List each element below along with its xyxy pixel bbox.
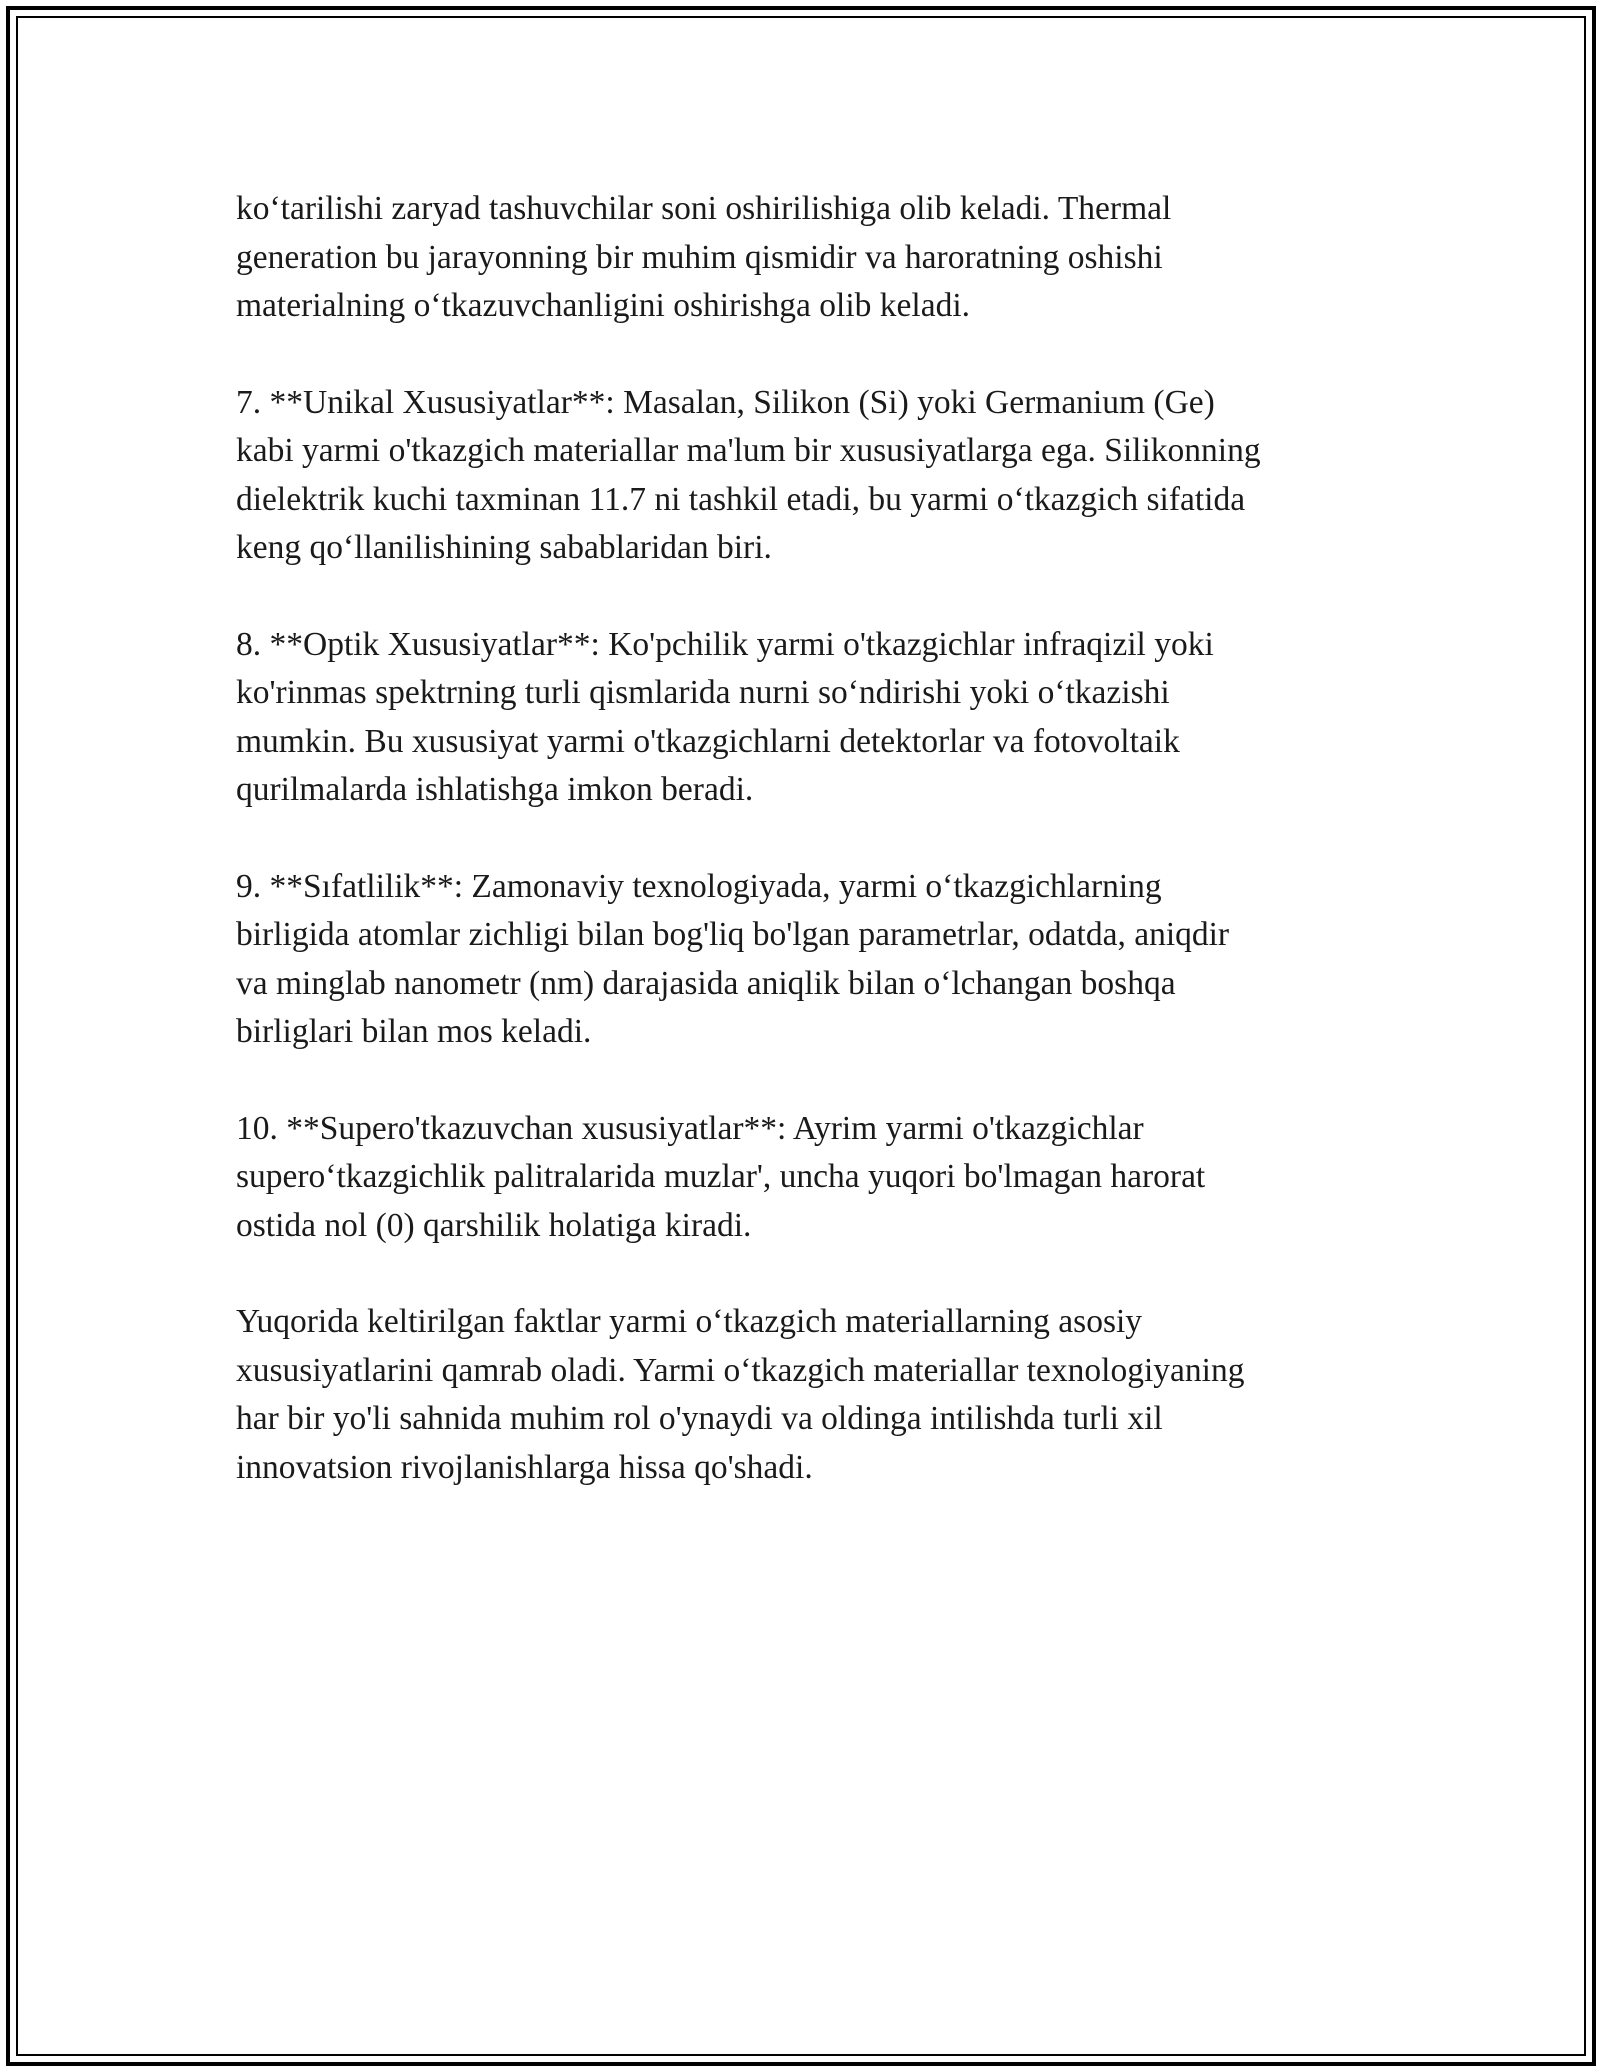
paragraph-optical-properties: 8. **Optik Xususiyatlar**: Ko'pchilik yarmi o'tkazgichlar infraqizil yoki ko'rinmas spektrning turli qismlarida nurni so‘ndirishi yoki o‘tkazishi mumkin. Bu xususiyat yarmi o'tkazgichlarni detektorlar va fotovoltaik qurilmalarda ishlatishga imkon beradi. [236, 625, 1214, 808]
paragraph-quality: 9. **Sıfatlilik**: Zamonaviy texnologiyada, yarmi o‘tkazgichlarning birligida atomlar zichligi bilan bog'liq bo'lgan parametrlar, odatda, aniqdir va minglab nanometr (nm) darajasida aniqlik bilan o‘lchangan boshqa birliglari bilan mos keladi. [236, 867, 1230, 1050]
paragraph-unique-properties: 7. **Unikal Xususiyatlar**: Masalan, Silikon (Si) yoki Germanium (Ge) kabi yarmi o'tkazgich materiallar ma'lum bir xususiyatlarga ega. Silikonning dielektrik kuchi taxminan 11.7 ni tashkil etadi, bu yarmi o‘tkazgich sifatida keng qo‘llanilishining sabablaridan biri. [236, 383, 1261, 566]
paragraph-conclusion: Yuqorida keltirilgan faktlar yarmi o‘tkazgich materiallarning asosiy xususiyatlarini qamrab oladi. Yarmi o‘tkazgich materiallar texnologiyaning har bir yo'li sahnida muhim rol o'ynaydi va oldinga intilishda turli xil innovatsion rivojlanishlarga hissa qo'shadi. [236, 1303, 1245, 1486]
document-body [236, 185, 1376, 1540]
paragraph-thermal-generation: ko‘tarilishi zaryad tashuvchilar soni oshirilishiga olib keladi. Thermal generation bu jarayonning bir muhim qismidir va haroratning oshishi materialning o‘tkazuvchanligini oshirishga olib keladi. [236, 190, 1172, 324]
paragraph-superconducting-properties: 10. **Supero'tkazuvchan xususiyatlar**: Ayrim yarmi o'tkazgichlar supero‘tkazgichlik palitralarida muzlar', uncha yuqori bo'lmagan harorat ostida nol (0) qarshilik holatiga kiradi. [236, 1109, 1206, 1244]
